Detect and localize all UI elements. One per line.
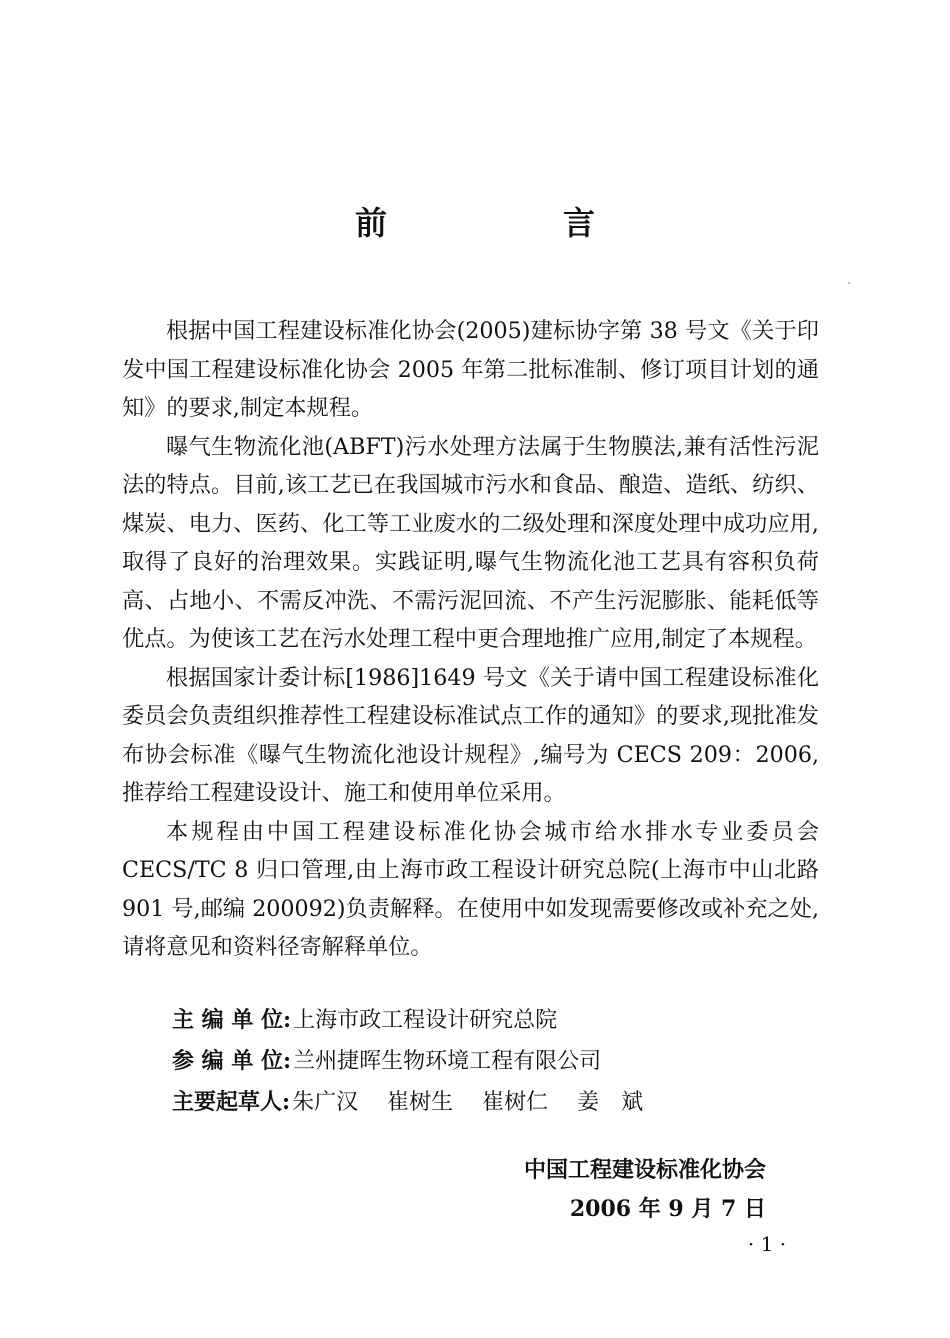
participant-line [172, 1041, 643, 1082]
drafters-label: 主要起草人: [172, 1089, 291, 1115]
page-title: 前 言 [354, 204, 667, 242]
signature-organization: 中国工程建设标准化协会 [523, 1157, 766, 1183]
paragraph: 本规程由中国工程建设标准化协会城市给水排水专业委员会 CECS/TC 8 归口管理,由上海市政工程设计研究总院(上海市中山北路 901 号,邮编 200092)负责解释。在使用中如发现需要修改或补充之处,请将意见和资料径寄解释单位。 [122, 818, 819, 960]
paragraph: 根据国家计委计标[1986]1649 号文《关于请中国工程建设标准化委员会负责组织推荐性工程建设标准试点工作的通知》的要求,现批准发布协会标准《曝气生物流化池设计规程》,编号为 CECS 209：2006,推荐给工程建设设计、施工和使用单位采用。 [122, 664, 819, 806]
paragraph: 曝气生物流化池(ABFT)污水处理方法属于生物膜法,兼有活性污泥法的特点。目前,该工艺已在我国城市污水和食品、酿造、造纸、纺织、煤炭、电力、医药、化工等工业废水的二级处理和深度处理中成功应用,取得了良好的治理效果。实践证明,曝气生物流化池工艺具有容积负荷高、占地小、不需反冲洗、不需污泥回流、不产生污泥膨胀、能耗低等优点。为使该工艺在污水处理工程中更合理地推广应用,制定了本规程。 [122, 433, 819, 652]
scan-speck [848, 282, 850, 284]
drafters-value: 朱广汉 崔树生 崔树仁 姜 斌 [292, 1090, 644, 1115]
chief-editor-line [172, 1000, 643, 1041]
page-number: · 1 · [747, 1232, 787, 1256]
paragraph: 根据中国工程建设标准化协会(2005)建标协字第 38 号文《关于印发中国工程建设标准化协会 2005 年第二批标准制、修订项目计划的通知》的要求,制定本规程。 [122, 318, 819, 421]
chief-editor-label: 主 编 单 位: [172, 1007, 292, 1033]
preface-body [122, 312, 819, 967]
chief-editor-value: 上海市政工程设计研究总院 [293, 1008, 558, 1033]
participant-value: 兰州捷晖生物环境工程有限公司 [293, 1049, 602, 1074]
credits-block [172, 1000, 643, 1123]
participant-label: 参 编 单 位: [172, 1048, 292, 1074]
drafters-line [172, 1082, 643, 1123]
signature-date: 2006 年 9 月 7 日 [569, 1196, 766, 1222]
